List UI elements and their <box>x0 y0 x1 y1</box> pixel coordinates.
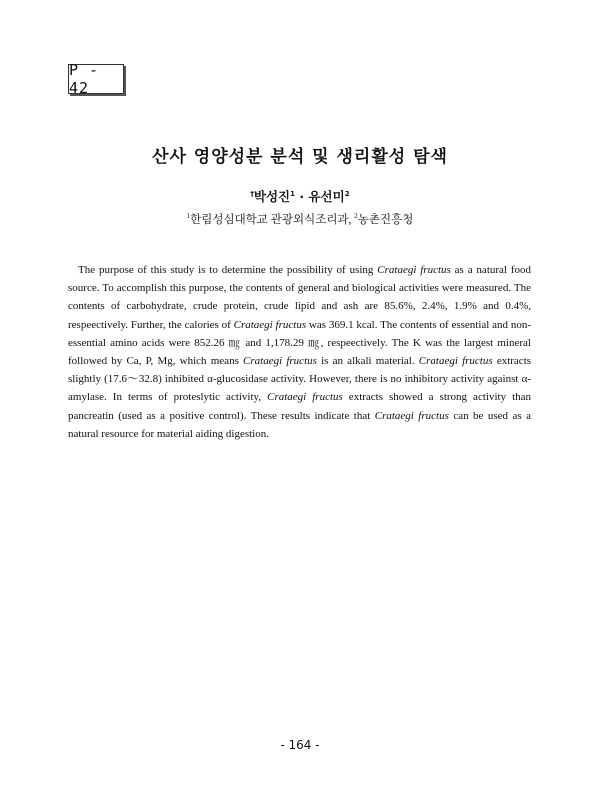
affiliation-line <box>0 211 600 227</box>
abstract-text: The purpose of this study is to determine the possibility of using <box>78 264 378 276</box>
abstract-text: as a natural food source. To accomplish this purpose, the contents of general and biological activities were measured. The contents of carbohydrate, crude protein, crude lipid and ash are 85.6%, 2.4%, 1.9% and 0.4%, respeectively. Further, the calories of <box>68 264 531 331</box>
abstract-text: is an alkali material. <box>316 355 419 368</box>
affil-2-mark: 2 <box>354 212 358 221</box>
species-name: Crataegi fructus <box>267 391 343 404</box>
affiliation-1: 한림성심대학교 관광외식조리과, <box>190 214 352 226</box>
affil-1-mark: 1 <box>186 212 191 221</box>
affiliation-2: 농촌진흥청 <box>357 214 414 226</box>
abstract-text: extracts slightly (17.6～32.8) inhibited α-glucosidase activity. However, there is no inhibitory activity against α-amylase. In terms of proteslytic activity, <box>68 355 532 404</box>
author-line <box>0 187 600 205</box>
author-2-affil-mark: 2 <box>344 189 350 198</box>
poster-code-box <box>68 61 124 97</box>
paper-title: 산사 영양성분 분석 및 생리활성 탐색 <box>152 147 448 167</box>
species-name: Crataegi fructus <box>418 355 493 368</box>
page-number: - 164 - <box>280 738 320 752</box>
species-name: Crataegi fructus <box>243 355 317 368</box>
author-separator: · <box>295 189 309 204</box>
corresponding-mark: † <box>250 189 254 198</box>
abstract-text: extracts showed a strong activity than pancreatin (used as a positive control). These results indicate that <box>68 391 532 422</box>
poster-code: P - 42 <box>69 61 100 97</box>
author-1: 박성진 <box>253 189 291 204</box>
abstract-text: was 369.1 kcal. The contents of essential and non-essential amino acids were 852.26 ㎎ and 1,178.29 ㎎, respeectively. The K was the largest mineral followed by Ca, P, Mg, which means <box>68 318 531 368</box>
abstract-text: can be used as a natural resource for material aiding digestion. <box>68 409 531 440</box>
species-name: Crataegi fructus <box>374 409 449 422</box>
species-name: Crataegi fructus <box>377 264 451 276</box>
author-1-affil-mark: 1 <box>290 189 296 198</box>
species-name: Crataegi fructus <box>233 318 307 331</box>
author-2: 유선미 <box>308 189 345 204</box>
abstract-paragraph <box>68 261 531 443</box>
